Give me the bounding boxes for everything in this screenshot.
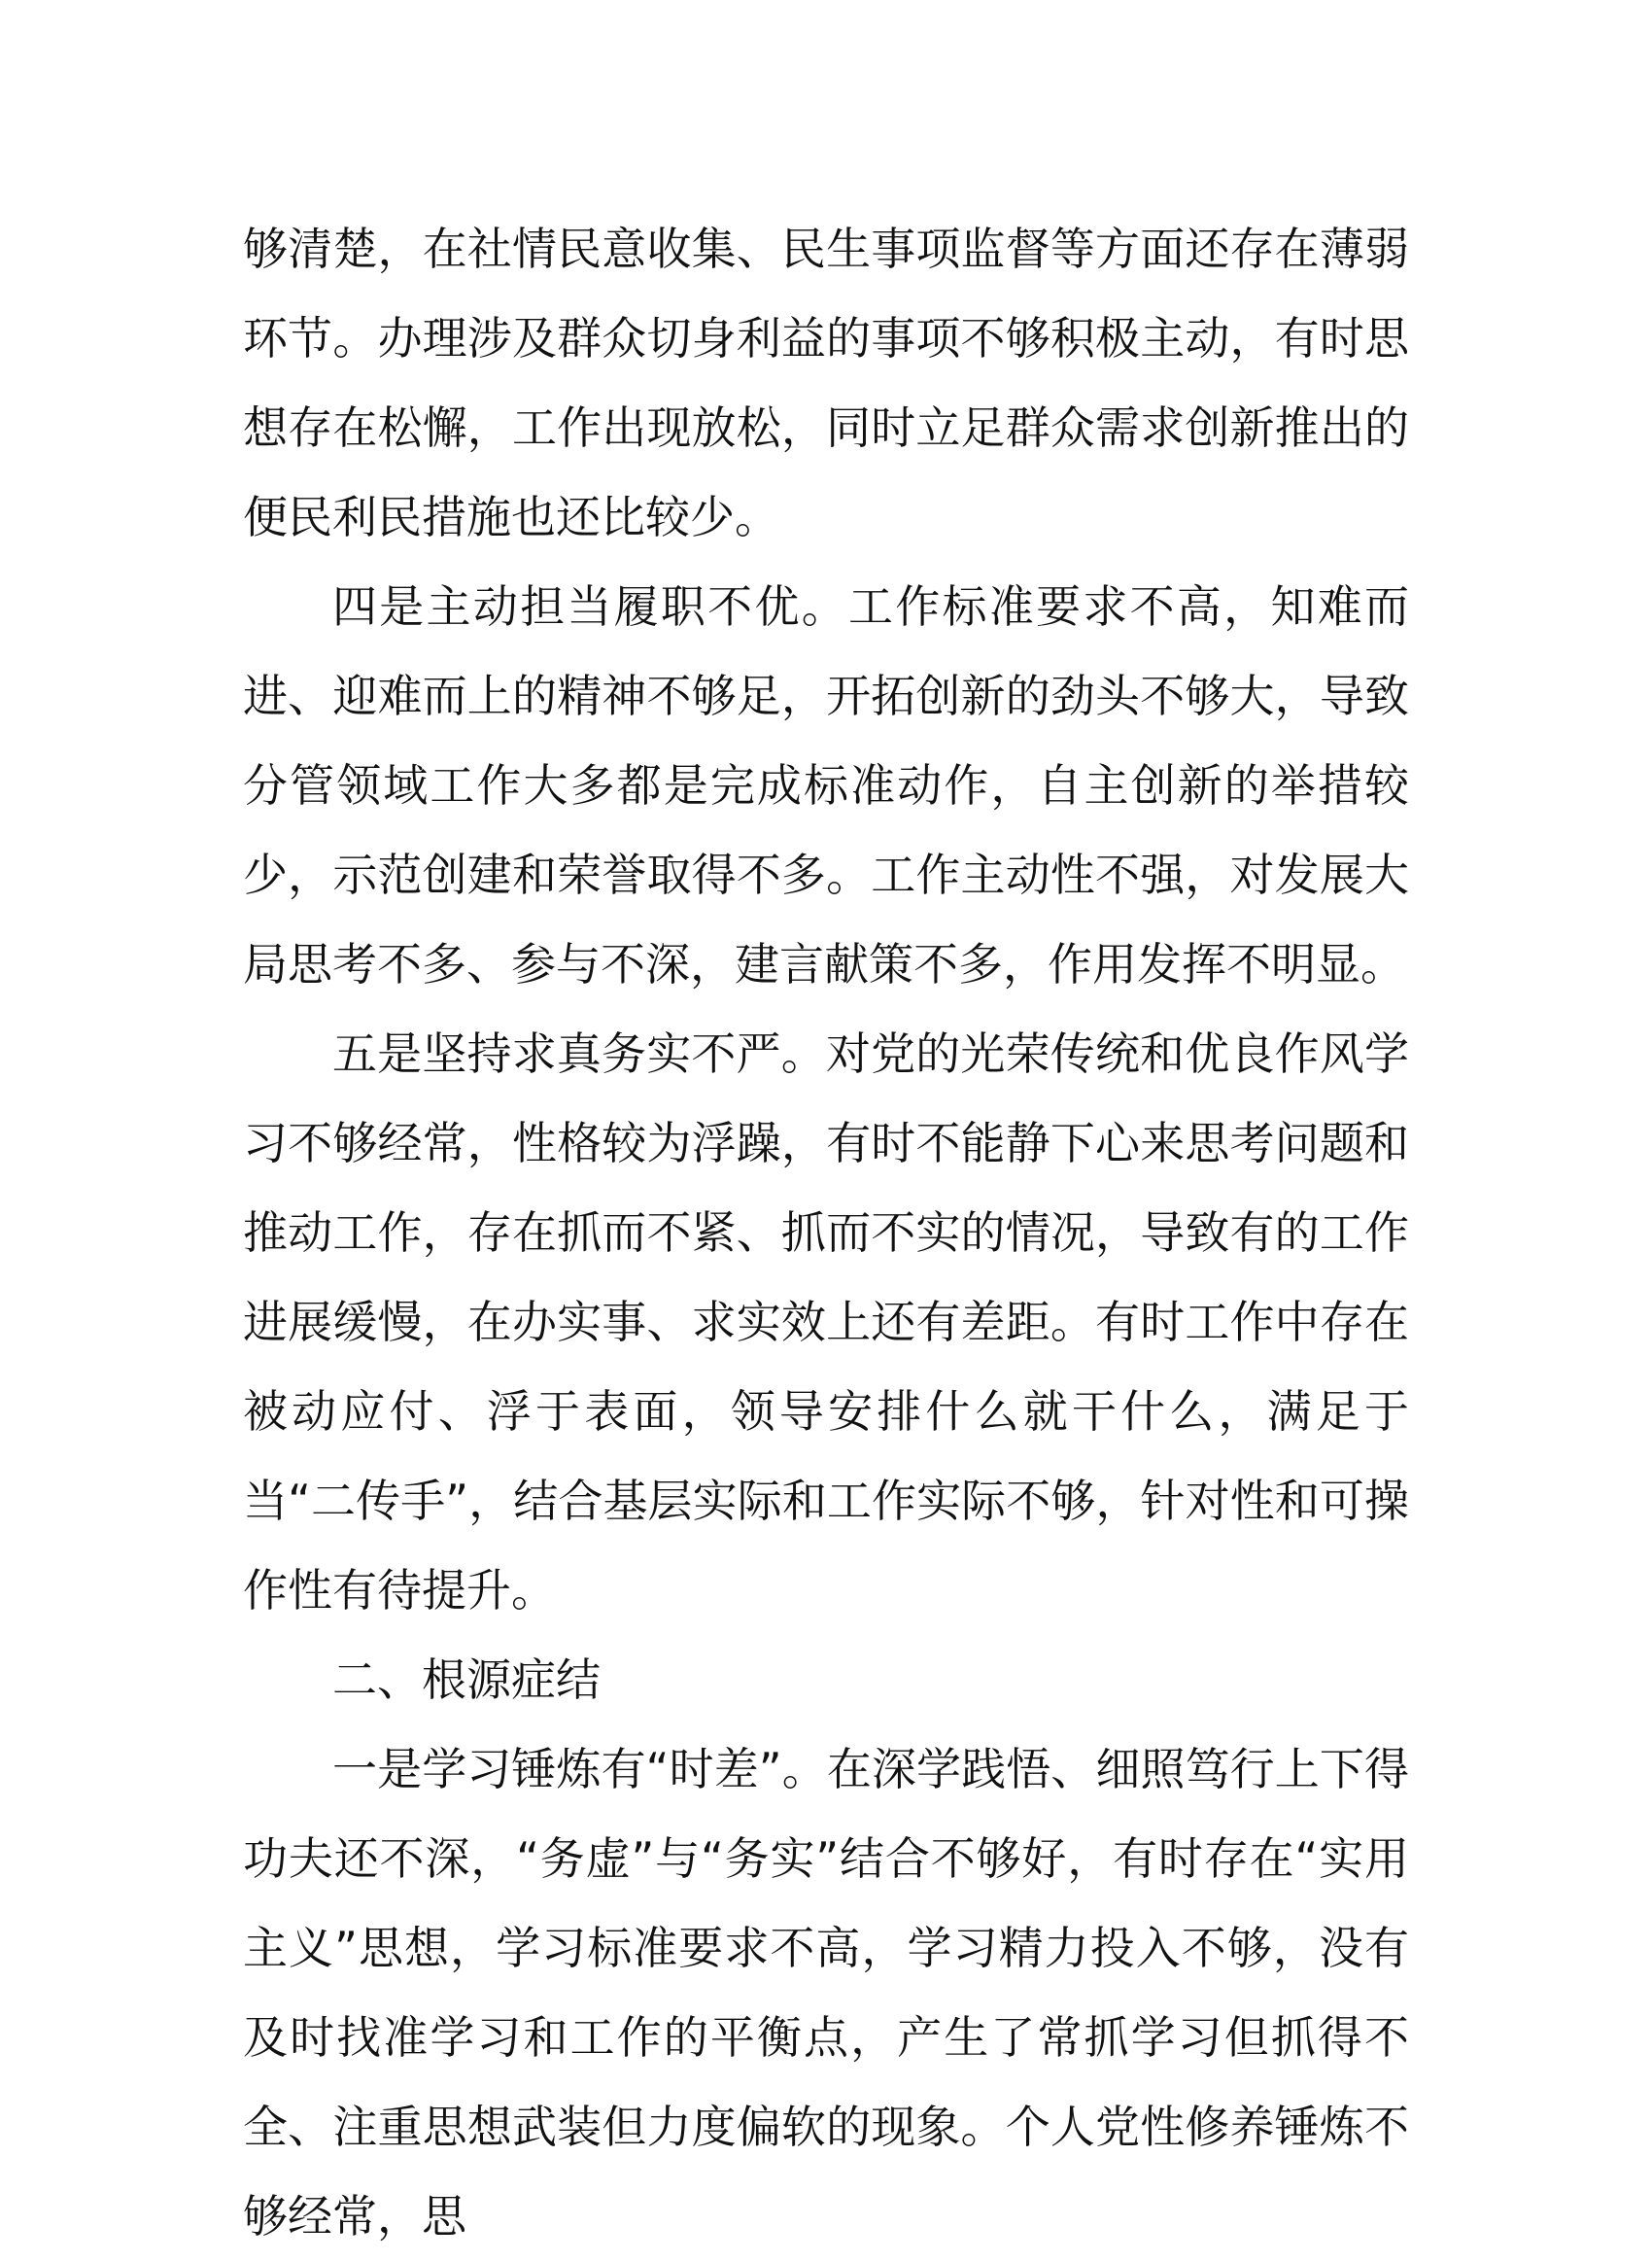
paragraph-cause-one: 一是学习锤炼有“时差”。在深学践悟、细照笃行上下得功夫还不深，“务虚”与“务实”结合不够好，有时存在“实用主义”思想，学习标准要求不高，学习精力投入不够，没有及时找准学习和工作的平衡点，产生了常抓学习但抓得不全、注重思想武装但力度偏软的现象。个人党性修养锤炼不够经常，思 <box>243 1743 1409 2243</box>
paragraph-point-four: 四是主动担当履职不优。工作标准要求不高，知难而进、迎难而上的精神不够足，开拓创新的劲头不够大，导致分管领域工作大多都是完成标准动作，自主创新的举措较少，示范创建和荣誉取得不多。工作主动性不强，对发展大局思考不多、参与不深，建言献策不多，作用发挥不明显。 <box>243 580 1409 991</box>
paragraph-continuation: 够清楚，在社情民意收集、民生事项监督等方面还存在薄弱环节。办理涉及群众切身利益的事项不够积极主动，有时思想存在松懈，工作出现放松，同时立足群众需求创新推出的便民利民措施也还比较少。 <box>243 223 1409 543</box>
section-heading-root-causes: 二、根源症结 <box>332 1653 601 1706</box>
document-body <box>243 204 1409 2261</box>
paragraph-point-five: 五是坚持求真务实不严。对党的光荣传统和优良作风学习不够经常，性格较为浮躁，有时不能静下心来思考问题和推动工作，存在抓而不紧、抓而不实的情况，导致有的工作进展缓慢，在办实事、求实效上还有差距。有时工作中存在被动应付、浮于表面，领导安排什么就干什么，满足于当“二传手”，结合基层实际和工作实际不够，针对性和可操作性有待提升。 <box>243 1027 1409 1617</box>
